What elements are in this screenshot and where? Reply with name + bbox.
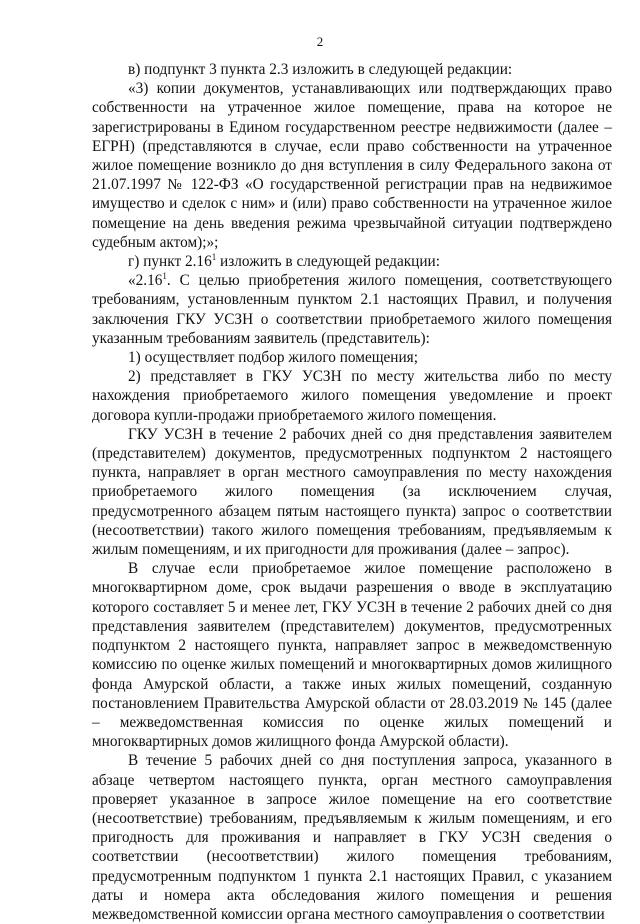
document-body (92, 60, 612, 924)
paragraph-point-2-16 (92, 271, 612, 348)
paragraph-text: г) пункт 2.16 (128, 253, 212, 271)
superscript: 1 (162, 271, 167, 282)
paragraph-item-3: «3) копии документов, устанавливающих или подтверждающих право собственности на утраченное жилое помещение, права на которое не зарегистрированы в Едином государственном реестре недвижимости (далее – ЕГРН) (представляются в случае, если право собственности на утраченное жилое помещение возникло до дня вступления в силу Федерального закона от 21.07.1997 № 122-ФЗ «О государственной регистрации прав на недвижимое имущество и сделок с ним» и (или) право собственности на утраченное жилое помещение на день введения режима чрезвычайной ситуации подтверждено судебным актом);»; (92, 80, 612, 251)
paragraph-inspection: В течение 5 рабочих дней со дня поступления запроса, указанного в абзаце четвертом настоящего пункта, орган местного самоуправления проверяет указанное в запросе жилое помещение на его соответствие (несоответствие) требованиям, предъявляемым к жилым помещениям, и его пригодность для проживания и направляет в ГКУ УСЗН сведения о соответствии (несоответствии) жилого помещения требованиям, предусмотренным подпунктом 1 пункта 2.1 настоящих Правил, с указанием даты и номера акта обследования жилого помещения и решения межведомственной комиссии органа местного самоуправления о соответствии (92, 752, 612, 923)
paragraph-apartment-case: В случае если приобретаемое жилое помещение расположено в многоквартирном доме, срок выдачи разрешения о вводе в эксплуатацию которого составляет 5 и менее лет, ГКУ УСЗН в течение 2 рабочих дней со дня представления заявителем (представителем) документов, предусмотренных подпунктом 2 настоящего пункта, направляет запрос в межведомственную комиссию по оценке жилых помещений и многоквартирных домов жилищного фонда Амурской области, а также иных жилых помещений, созданную постановлением Правительства Амурской области от 28.03.2019 № 145 (далее – межведомственная комиссия по оценке жилых помещений и многоквартирных домов жилищного фонда Амурской области). (92, 560, 612, 751)
paragraph-request: ГКУ УСЗН в течение 2 рабочих дней со дня представления заявителем (представителем) документов, предусмотренных подпунктом 2 настоящего пункта, направляет в орган местного самоуправления по месту нахождения приобретаемого жилого помещения (за исключением случая, предусмотренного абзацем пятым настоящего пункта) запрос о соответствии (несоответствии) такого жилого помещения требованиям, предъявляемым к жилым помещениям, и их пригодности для проживания (далее – запрос). (92, 425, 612, 559)
superscript: 1 (211, 251, 217, 262)
paragraph-text: . С целью приобретения жилого помещения, соответствующего требованиям, установленным пунктом 2.1 настоящих Правил, и получения заключения ГКУ УСЗН о соответствии приобретаемого жилого помещения указанным требованиям заявитель (представитель): (92, 272, 612, 347)
paragraph-subitem-2: 2) представляет в ГКУ УСЗН по месту жительства либо по месту нахождения приобретаемого жилого помещения уведомление и проект договора купли-продажи приобретаемого жилого помещения. (92, 368, 612, 424)
paragraph-text: изложить в следующей редакции: (216, 253, 440, 271)
page-number: 2 (316, 34, 324, 49)
paragraph-subitem-1: 1) осуществляет подбор жилого помещения; (128, 349, 418, 367)
paragraph-text: «2.16 (128, 272, 163, 290)
paragraph-intro-v: в) подпункт 3 пункта 2.3 изложить в следующей редакции: (128, 61, 513, 78)
paragraph-intro-g (92, 252, 612, 271)
